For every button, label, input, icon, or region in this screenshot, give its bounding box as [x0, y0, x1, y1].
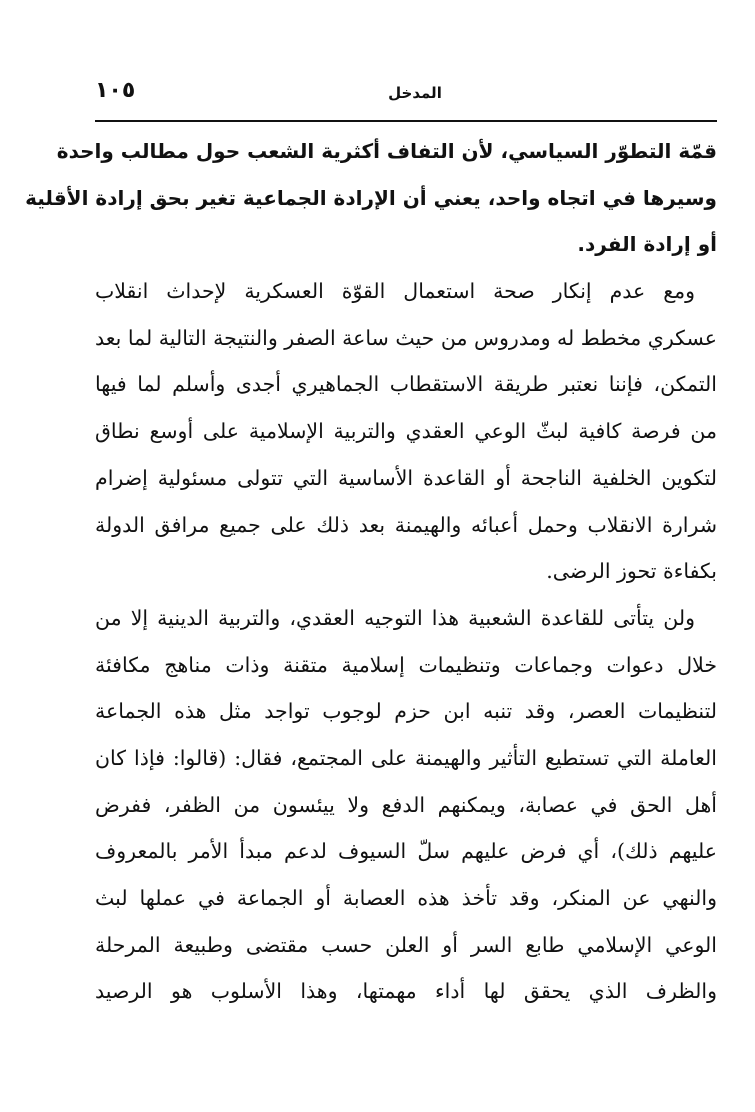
- text-line: أهل الحق في عصابة، ويمكنهم الدفع ولا ييئسون من الظفر، ففرض: [95, 792, 717, 817]
- text-line: شرارة الانقلاب وحمل أعبائه والهيمنة بعد ذلك على جميع مرافق الدولة: [95, 512, 717, 537]
- text-line: عليهم ذلك)، أي فرض عليهم سلّ السيوف لدعم مبدأ الأمر بالمعروف: [95, 839, 717, 864]
- page-number: ١٠٥: [95, 78, 136, 103]
- text-line: التمكن، فإننا نعتبر طريقة الاستقطاب الجماهيري أجدى وأسلم لما فيها: [95, 372, 717, 397]
- running-title: المدخل: [388, 84, 442, 102]
- text-line: ومع عدم إنكار صحة استعمال القوّة العسكرية لإحداث انقلاب: [95, 279, 695, 304]
- header-rule: [95, 120, 717, 122]
- text-line: والنهي عن المنكر، وقد تأخذ هذه العصابة أو الجماعة في عملها لبث: [95, 886, 717, 910]
- text-line: من فرصة كافية لبثّ الوعي العقدي والتربية الإسلامية على أوسع نطاق: [95, 419, 717, 444]
- text-line: خلال دعوات وجماعات وتنظيمات إسلامية متقنة وذات مناهج مكافئة: [95, 652, 717, 677]
- text-line: لتنظيمات العصر، وقد تنبه ابن حزم لوجوب تواجد مثل هذه الجماعة: [95, 699, 717, 724]
- paragraph-1: [25, 128, 717, 268]
- text-line: قمّة التطوّر السياسي، لأن التفاف أكثرية الشعب حول مطالب واحدة: [56, 139, 717, 163]
- text-line: بكفاءة تحوز الرضى.: [546, 559, 717, 584]
- text-line: عسكري مخطط له ومدروس من حيث ساعة الصفر والنتيجة التالية لما بعد: [95, 325, 717, 350]
- text-line: والظرف الذي يحقق لها أداء مهمتها، وهذا الأسلوب هو الرصيد: [95, 979, 717, 1004]
- text-line: ولن يتأتى للقاعدة الشعبية هذا التوجيه العقدي، والتربية الدينية إلا من: [95, 605, 695, 630]
- body-text: [25, 128, 717, 1015]
- text-line: أو إرادة الفرد.: [577, 232, 717, 257]
- paragraph-2: [95, 268, 717, 595]
- text-line: لتكوين الخلفية الناجحة أو القاعدة الأساسية التي تتولى مسئولية إضرام: [95, 465, 717, 490]
- text-line: الوعي الإسلامي طابع السر أو العلن حسب مقتضى وطبيعة المرحلة: [95, 932, 717, 957]
- text-line: العاملة التي تستطيع التأثير والهيمنة على المجتمع، فقال: (قالوا: فإذا كان: [95, 745, 717, 770]
- page-header: [95, 70, 717, 110]
- text-line: وسيرها في اتجاه واحد، يعني أن الإرادة الجماعية تغير بحق إرادة الأقلية: [25, 185, 717, 210]
- paragraph-3: [95, 595, 717, 1015]
